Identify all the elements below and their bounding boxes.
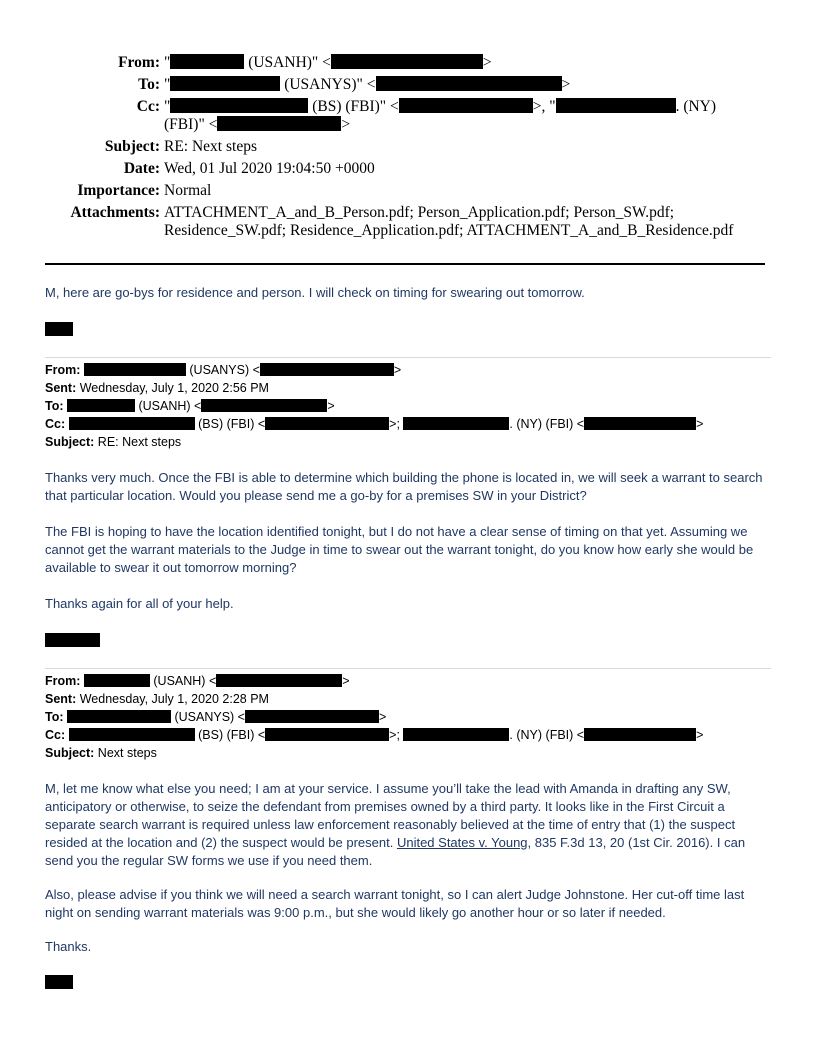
msg3-cc-end: > [696, 728, 704, 742]
msg2-to-row [45, 397, 775, 415]
msg2-cc-org2: . (NY) (FBI) < [509, 417, 585, 431]
msg2-to-end: > [327, 399, 335, 413]
msg3-paragraph-1-text-b: , 835 F.3d 13, 20 (1st Cir. 2016). I can send you the regular SW forms we use if you need them. [45, 835, 746, 868]
msg3-to-org: (USANYS) < [174, 710, 245, 724]
msg2-subject-row [45, 433, 775, 451]
msg3-from-label: From: [45, 674, 81, 688]
redaction [67, 399, 135, 412]
msg3-sent: Wednesday, July 1, 2020 2:28 PM [79, 692, 269, 706]
header-date-label: Date: [123, 160, 160, 177]
msg2-sent: Wednesday, July 1, 2020 2:56 PM [79, 381, 269, 395]
redaction [245, 710, 379, 723]
redaction [399, 98, 533, 113]
header-importance-label: Importance: [77, 182, 160, 199]
redaction [84, 674, 150, 687]
msg3-cc-label: Cc: [45, 728, 66, 742]
redaction [67, 710, 171, 723]
redaction [69, 728, 195, 741]
header-subject: RE: Next steps [164, 138, 257, 155]
message-divider [45, 357, 771, 358]
msg3-to-row [45, 708, 775, 726]
redaction [403, 728, 509, 741]
message-divider [45, 668, 771, 669]
msg2-from-label: From: [45, 363, 81, 377]
redaction [170, 54, 244, 69]
msg2-cc-label: Cc: [45, 417, 66, 431]
header-date: Wed, 01 Jul 2020 19:04:50 +0000 [164, 160, 375, 177]
msg3-sent-label: Sent: [45, 692, 77, 706]
redaction [556, 98, 676, 113]
msg2-subject-label: Subject: [45, 435, 95, 449]
msg3-subject-row [45, 744, 775, 762]
header-attachments-label: Attachments: [70, 204, 160, 221]
msg2-cc-sep: >; [389, 417, 400, 431]
header-from-quote: " [164, 54, 171, 71]
signature-redaction [45, 975, 73, 989]
msg3-from-org: (USANH) < [153, 674, 217, 688]
msg2-cc-row [45, 415, 775, 433]
redaction [84, 363, 186, 376]
redaction [584, 728, 696, 741]
header-cc-mid: >, " [532, 98, 556, 115]
header-from-label: From: [118, 54, 160, 71]
msg2-paragraph-1: Thanks very much. Once the FBI is able to determine which building the phone is located in, we will seek a warrant to search that particular location. Would you please send me a go-by for a premises SW in your District? [45, 470, 763, 503]
msg3-paragraph-3: Thanks. [45, 939, 92, 954]
signature-redaction [45, 322, 73, 336]
redaction [201, 399, 327, 412]
redaction [216, 674, 342, 687]
header-to-label: To: [138, 76, 160, 93]
redaction [260, 363, 394, 376]
header-to-quote: " [164, 76, 171, 93]
msg2-paragraph-2: The FBI is hoping to have the location identified tonight, but I do not have a clear sense of timing on that yet. Assuming we cannot get the warrant materials to the Judge in time to swear out the warrant tonight, do you know how early she would be available to swear it out tomorrow morning? [45, 524, 754, 575]
attachment-list-line-1: ATTACHMENT_A_and_B_Person.pdf; Person_Application.pdf; Person_SW.pdf; [164, 204, 675, 221]
msg2-cc-org1: (BS) (FBI) < [198, 417, 266, 431]
msg3-from-end: > [342, 674, 350, 688]
msg3-paragraph-1 [45, 780, 775, 870]
msg2-to-org: (USANH) < [138, 399, 202, 413]
msg3-cc-row [45, 726, 775, 744]
msg2-subject: RE: Next steps [97, 435, 182, 449]
header-subject-label: Subject: [104, 138, 160, 155]
redaction [265, 417, 389, 430]
msg2-from-row [45, 361, 775, 379]
msg3-to-label: To: [45, 710, 64, 724]
header-from-end: > [482, 54, 492, 71]
msg3-subject-label: Subject: [45, 746, 95, 760]
msg3-to-end: > [379, 710, 387, 724]
header-to-org: (USANYS)" < [284, 76, 376, 93]
msg2-cc-end: > [696, 417, 704, 431]
msg3-sent-row [45, 690, 775, 708]
header-importance: Normal [164, 182, 212, 199]
msg3-paragraph-2: Also, please advise if you think we will need a search warrant tonight, so I can alert Judge Johnstone. Her cut-off time last night on sending warrant materials was 9:00 p.m., but she would likely go another hour or so later if needed. [45, 887, 745, 920]
header-cc-quote: " [164, 98, 171, 115]
msg2-sent-row [45, 379, 775, 397]
header-to-end: > [561, 76, 571, 93]
header-cc-label: Cc: [136, 98, 160, 115]
msg3-paragraph-1-text-a: M, let me know what else you need; I am at your service. I assume you’ll take the lead with Amanda in drafting any SW, anticipatory or otherwise, to seize the defendant from premises owned by a third party. It looks like in the First Circuit a separate search warrant is required unless law enforcement reasonably believed at the time of entry that (1) the suspect resided at the location and (2) the suspect would be present. [45, 781, 736, 850]
redaction [170, 76, 280, 91]
redaction [403, 417, 509, 430]
redaction [331, 54, 483, 69]
msg2-paragraph-3: Thanks again for all of your help. [45, 596, 234, 611]
header-cc-line2: (FBI)" < [164, 116, 218, 133]
redaction [69, 417, 195, 430]
case-citation: United States v. Young [396, 835, 528, 850]
msg3-subject: Next steps [97, 746, 157, 760]
redaction [217, 116, 341, 131]
redaction [265, 728, 389, 741]
redaction [376, 76, 562, 91]
msg3-from-row [45, 672, 775, 690]
msg3-cc-org2: . (NY) (FBI) < [509, 728, 585, 742]
attachment-list-line-2: Residence_SW.pdf; Residence_Application.pdf; ATTACHMENT_A_and_B_Residence.pdf [164, 222, 734, 239]
header-from-org: (USANH)" < [248, 54, 331, 71]
header-divider [45, 263, 765, 265]
header-cc-org1: (BS) (FBI)" < [312, 98, 399, 115]
redaction [170, 98, 308, 113]
signature-redaction [45, 633, 100, 647]
msg2-from-org: (USANYS) < [189, 363, 260, 377]
header-cc-org2: . (NY) [675, 98, 717, 115]
msg2-sent-label: Sent: [45, 381, 77, 395]
redaction [584, 417, 696, 430]
reply-body-text: M, here are go-bys for residence and person. I will check on timing for swearing out tomorrow. [45, 285, 585, 300]
msg3-cc-sep: >; [389, 728, 400, 742]
msg3-cc-org1: (BS) (FBI) < [198, 728, 266, 742]
msg2-to-label: To: [45, 399, 64, 413]
header-cc-end: > [341, 116, 351, 133]
msg2-from-end: > [393, 363, 402, 377]
